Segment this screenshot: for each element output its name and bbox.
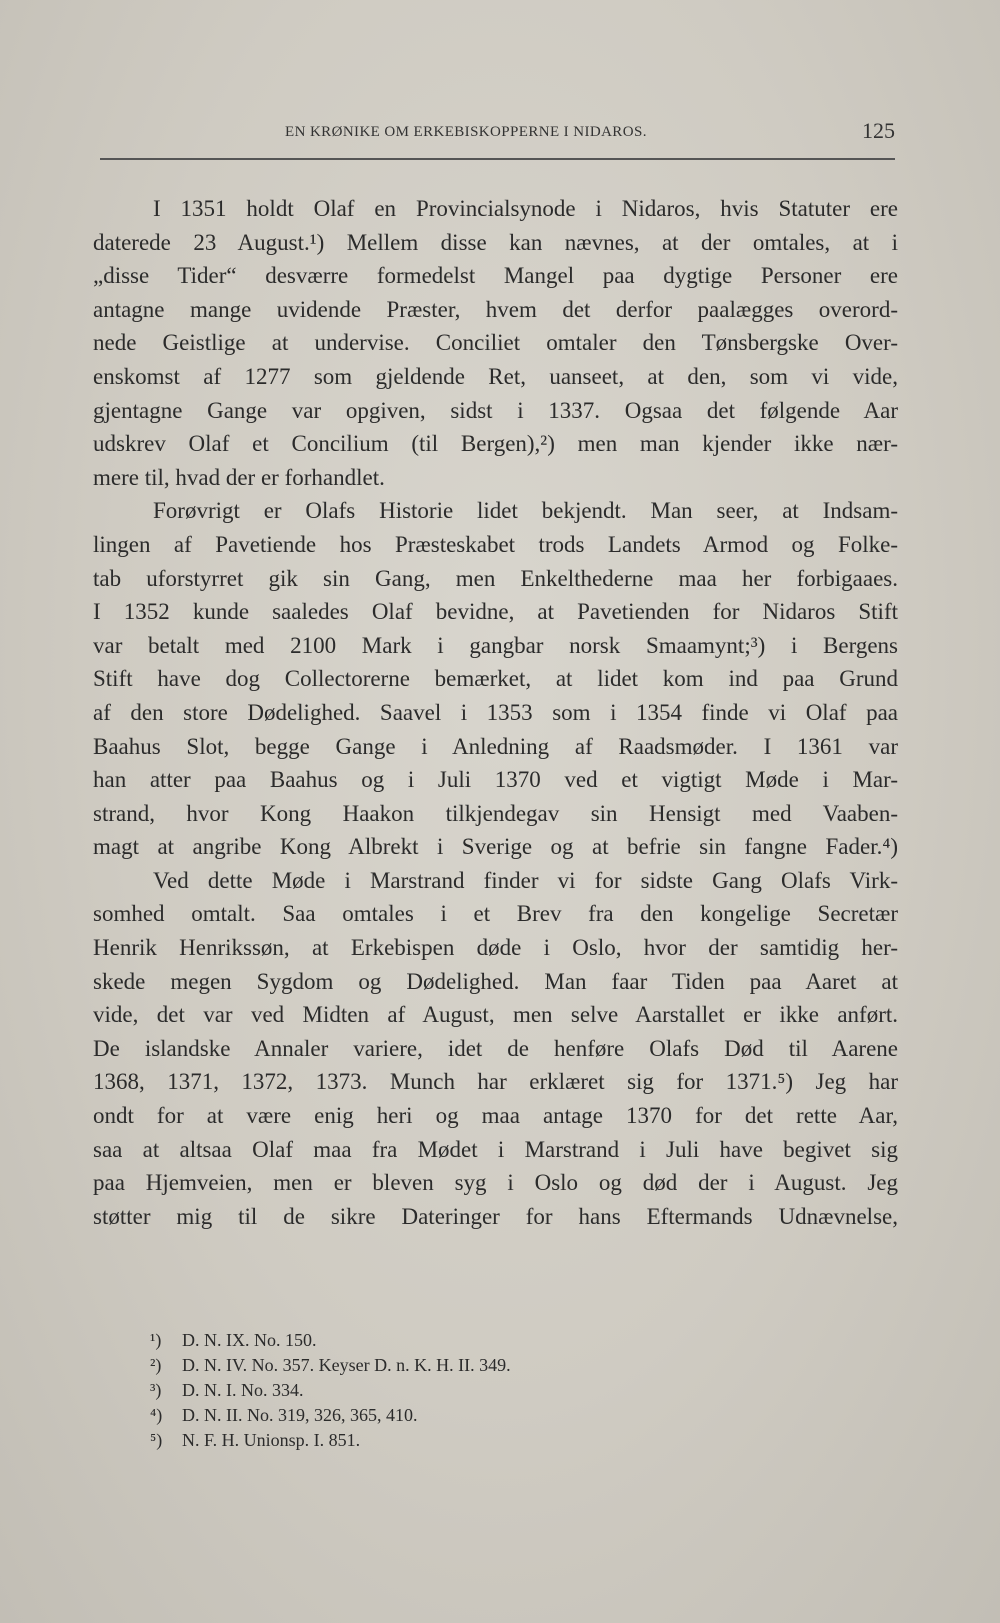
footnote-marker: ⁴) xyxy=(150,1405,163,1425)
footnotes xyxy=(150,1328,750,1453)
page-number: 125 xyxy=(862,118,895,143)
text-line: Ved dette Møde i Marstrand finder vi for sidste Gang Olafs Virk- xyxy=(153,867,898,893)
text-line: mere til, hvad der er forhandlet. xyxy=(93,464,385,490)
text-line: var betalt med 2100 Mark i gangbar norsk Smaamynt;³) i Bergens xyxy=(93,632,898,658)
text-line: Forøvrigt er Olafs Historie lidet bekjendt. Man seer, at Indsam- xyxy=(153,498,898,524)
footnote-text: D. N. I. No. 334. xyxy=(182,1380,304,1400)
text-line: vide, det var ved Midten af August, men selve Aarstallet er ikke anført. xyxy=(93,1002,898,1028)
text-line: Henrik Henrikssøn, at Erkebispen døde i Oslo, hvor der samtidig her- xyxy=(93,935,898,961)
text-line: skede megen Sygdom og Dødelighed. Man faar Tiden paa Aaret at xyxy=(93,968,898,994)
text-line: gjentagne Gange var opgiven, sidst i 1337. Ogsaa det følgende Aar xyxy=(93,397,898,423)
text-line: ondt for at være enig heri og maa antage 1370 for det rette Aar, xyxy=(93,1103,898,1129)
footnote-marker: ¹) xyxy=(150,1330,162,1350)
footnote-marker: ³) xyxy=(150,1380,162,1400)
text-line: somhed omtalt. Saa omtales i et Brev fra den kongelige Secretær xyxy=(93,901,898,927)
text-line: magt at angribe Kong Albrekt i Sverige og at befrie sin fangne Fader.⁴) xyxy=(93,834,898,860)
text-line: af den store Dødelighed. Saavel i 1353 som i 1354 finde vi Olaf paa xyxy=(93,699,898,725)
text-line: lingen af Pavetiende hos Præsteskabet trods Landets Armod og Folke- xyxy=(93,531,898,557)
footnote-marker: ⁵) xyxy=(150,1430,163,1450)
text-line: daterede 23 August.¹) Mellem disse kan nævnes, at der omtales, at i xyxy=(93,229,898,255)
text-line: 1368, 1371, 1372, 1373. Munch har erklæret sig for 1371.⁵) Jeg har xyxy=(93,1069,898,1095)
text-line: nede Geistlige at undervise. Conciliet omtaler den Tønsbergske Over- xyxy=(93,330,898,356)
text-line: I 1352 kunde saaledes Olaf bevidne, at Pavetienden for Nidaros Stift xyxy=(93,599,898,625)
body-text xyxy=(93,192,898,1233)
page-header xyxy=(100,118,895,160)
text-line: han atter paa Baahus og i Juli 1370 ved et vigtigt Møde i Mar- xyxy=(93,767,898,793)
text-line: saa at altsaa Olaf maa fra Mødet i Marstrand i Juli have begivet sig xyxy=(93,1136,898,1162)
footnote xyxy=(150,1353,750,1378)
text-line: antagne mange uvidende Præster, hvem det derfor paalægges overord- xyxy=(93,296,898,322)
text-line: tab uforstyrret gik sin Gang, men Enkelthederne maa her forbigaaes. xyxy=(93,565,898,591)
text-line: „disse Tider“ desværre formedelst Mangel paa dygtige Personer ere xyxy=(93,263,898,289)
text-line: De islandske Annaler variere, idet de henføre Olafs Død til Aarene xyxy=(93,1035,898,1061)
text-line: I 1351 holdt Olaf en Provincialsynode i Nidaros, hvis Statuter ere xyxy=(153,196,898,221)
text-line: udskrev Olaf et Concilium (til Bergen),²) men man kjender ikke nær- xyxy=(93,431,898,457)
running-title: EN KRØNIKE OM ERKEBISKOPPERNE I NIDAROS. xyxy=(285,124,647,140)
text-line: paa Hjemveien, men er bleven syg i Oslo og død der i August. Jeg xyxy=(93,1170,898,1196)
footnote-text: D. N. II. No. 319, 326, 365, 410. xyxy=(182,1405,418,1425)
text-line: støtter mig til de sikre Dateringer for hans Eftermands Udnævnelse, xyxy=(93,1203,898,1229)
text-line: enskomst af 1277 som gjeldende Ret, uanseet, at den, som vi vide, xyxy=(93,363,898,389)
footnote-marker: ²) xyxy=(150,1355,162,1375)
text-line: Stift have dog Collectorerne bemærket, at lidet kom ind paa Grund xyxy=(93,666,898,692)
footnote xyxy=(150,1328,750,1353)
footnote-text: D. N. IV. No. 357. Keyser D. n. K. H. II. 349. xyxy=(182,1355,511,1375)
footnote xyxy=(150,1378,750,1403)
footnote xyxy=(150,1428,750,1453)
text-line: Baahus Slot, begge Gange i Anledning af Raadsmøder. I 1361 var xyxy=(93,733,898,759)
footnote xyxy=(150,1403,750,1428)
text-line: strand, hvor Kong Haakon tilkjendegav sin Hensigt med Vaaben- xyxy=(93,800,898,826)
footnote-text: D. N. IX. No. 150. xyxy=(182,1330,317,1350)
footnote-text: N. F. H. Unionsp. I. 851. xyxy=(182,1430,361,1450)
